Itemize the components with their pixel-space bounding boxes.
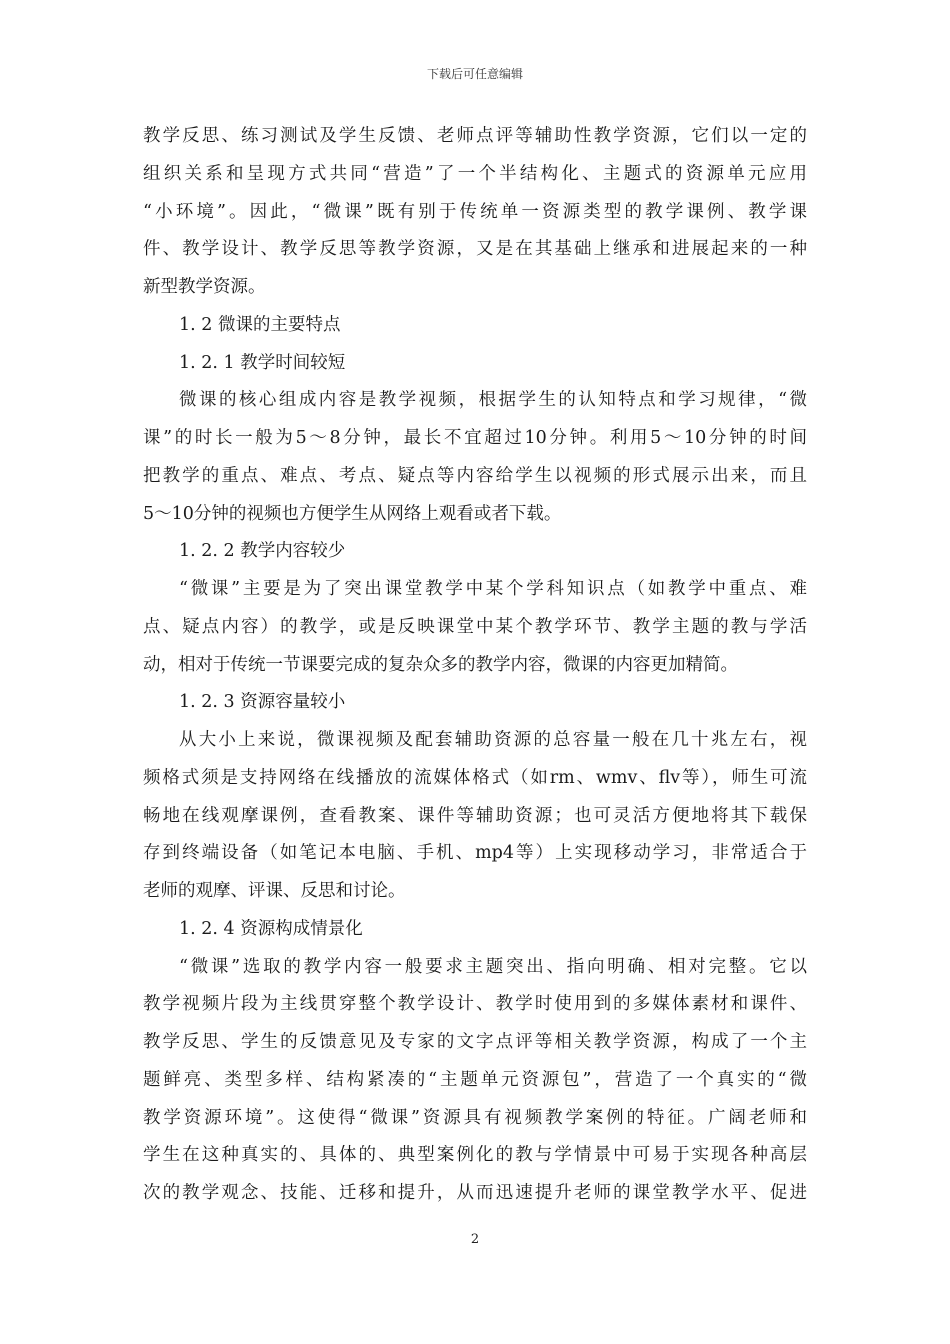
- paragraph-line: 次的教学观念、技能、迁移和提升，从而迅速提升老师的课堂教学水平、促进: [143, 1183, 807, 1203]
- paragraph-line: 从大小上来说，微课视频及配套辅助资源的总容量一般在几十兆左右，视: [179, 730, 807, 750]
- paragraph-line: “微课”选取的教学内容一般要求主题突出、指向明确、相对完整。它以: [179, 956, 807, 977]
- paragraph-line: 微课的核心组成内容是教学视频，根据学生的认知特点和学习规律，“微: [179, 390, 807, 411]
- paragraph-line: 教学资源环境”。这使得“微课”资源具有视频教学案例的特征。广阔老师和: [143, 1107, 807, 1128]
- paragraph-line: “小环境”。因此，“微课”既有别于传统单一资源类型的教学课例、教学课: [143, 201, 807, 222]
- paragraph-line: 件、教学设计、教学反思等教学资源，又是在其基础上继承和进展起来的一种: [143, 239, 807, 260]
- paragraph-line: 存到终端设备（如笔记本电脑、手机、mp4等）上实现移动学习，非常适合于: [143, 843, 807, 864]
- paragraph-line: 教学视频片段为主线贯穿整个教学设计、教学时使用到的多媒体素材和课件、: [143, 994, 807, 1015]
- paragraph-line: 动，相对于传统一节课要完成的复杂众多的教学内容，微课的内容更加精简。: [143, 654, 738, 675]
- page-header: 下载后可任意编辑: [426, 67, 523, 81]
- section-heading: 1. 2 微课的主要特点: [179, 314, 341, 335]
- paragraph-line: 老师的观摩、评课、反思和讨论。: [143, 881, 406, 901]
- paragraph-line: “微课”主要是为了突出课堂教学中某个学科知识点（如教学中重点、难: [179, 579, 807, 599]
- paragraph-line: 教学反思、练习测试及学生反馈、老师点评等辅助性教学资源，它们以一定的: [143, 126, 807, 146]
- paragraph-line: 题鲜亮、类型多样、结构紧凑的“主题单元资源包”，营造了一个真实的“微: [143, 1069, 807, 1090]
- paragraph-line: 新型教学资源。: [143, 277, 266, 297]
- section-heading: 1. 2. 1 教学时间较短: [179, 352, 346, 373]
- section-heading: 1. 2. 4 资源构成情景化: [179, 918, 363, 939]
- paragraph-line: 点、疑点内容）的教学，或是反映课堂中某个教学环节、教学主题的教与学活: [143, 616, 807, 637]
- paragraph-line: 5～10分钟的视频也方便学生从网络上观看或者下载。: [143, 503, 562, 524]
- section-heading: 1. 2. 2 教学内容较少: [179, 541, 346, 562]
- paragraph-line: 学生在这种真实的、具体的、典型案例化的教与学情景中可易于实现各种高层: [143, 1145, 807, 1166]
- section-heading: 1. 2. 3 资源容量较小: [179, 692, 346, 713]
- paragraph-line: 组织关系和呈现方式共同“营造”了一个半结构化、主题式的资源单元应用: [143, 163, 807, 184]
- paragraph-line: 教学反思、学生的反馈意见及专家的文字点评等相关教学资源，构成了一个主: [143, 1032, 807, 1052]
- document-body: [143, 118, 807, 1213]
- paragraph-line: 把教学的重点、难点、考点、疑点等内容给学生以视频的形式展示出来，而且: [143, 465, 807, 486]
- paragraph-line: 畅地在线观摩课例，查看教案、课件等辅助资源；也可灵活方便地将其下载保: [143, 805, 807, 826]
- paragraph-line: 频格式须是支持网络在线播放的流媒体格式（如rm、wmv、flv等），师生可流: [143, 767, 807, 788]
- page-number: 2: [470, 1232, 480, 1247]
- paragraph-line: 课”的时长一般为5～8分钟，最长不宜超过10分钟。利用5～10分钟的时间: [143, 428, 807, 448]
